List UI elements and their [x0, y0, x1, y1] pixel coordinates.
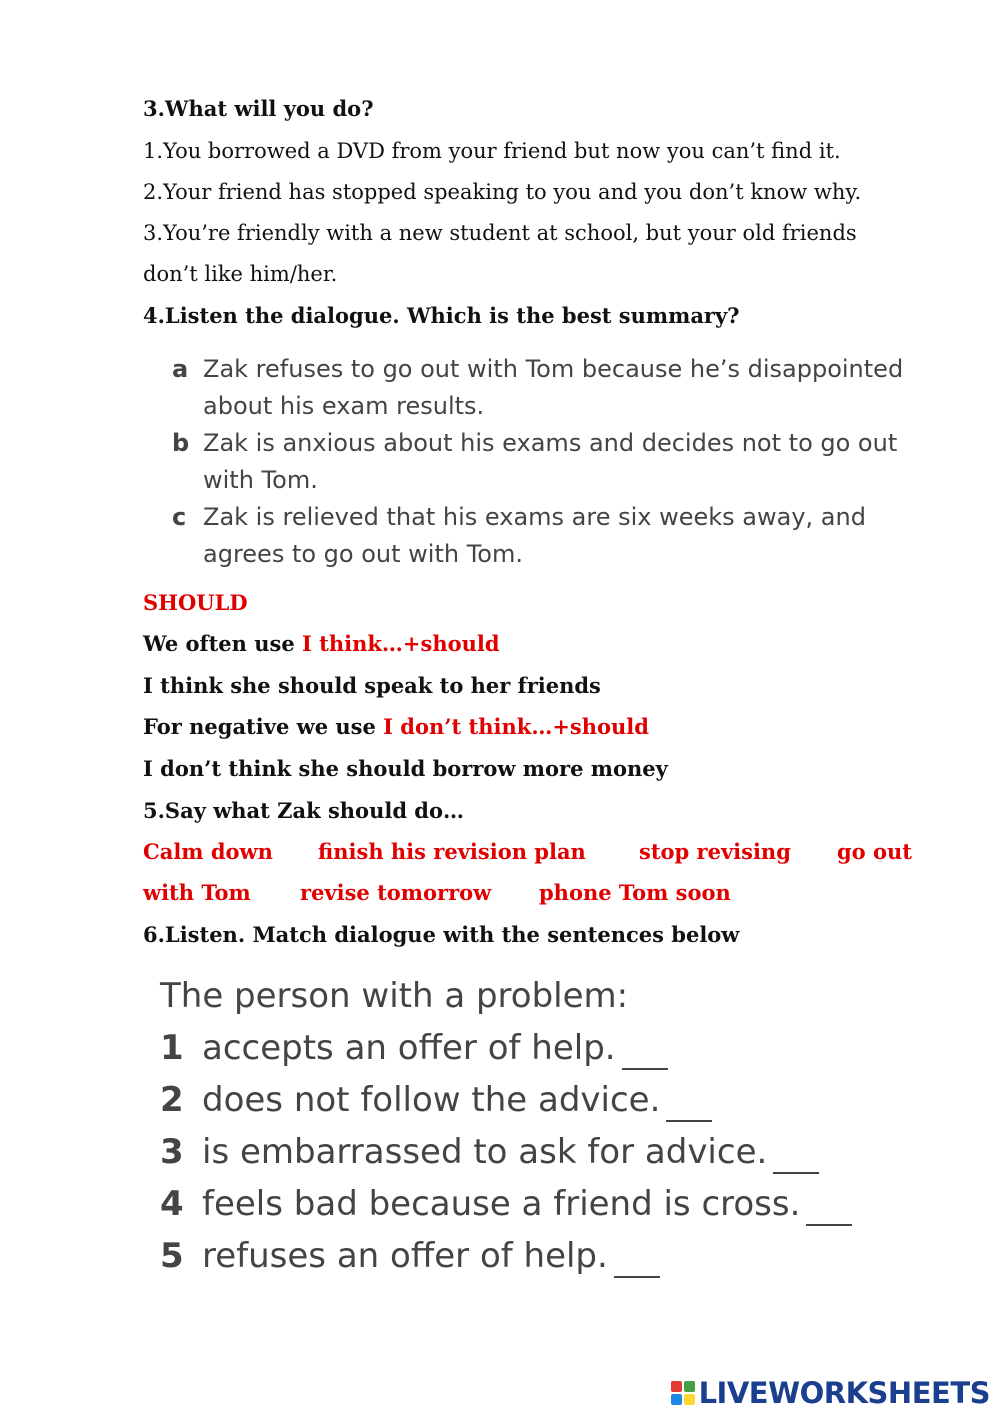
- grammar-heading: SHOULD: [143, 590, 248, 615]
- option-a-letter: a: [172, 355, 189, 383]
- grammar-rule-1: [143, 630, 500, 658]
- section-4-title: 4.Listen the dialogue. Which is the best summary?: [143, 303, 740, 328]
- section-5-title: 5.Say what Zak should do…: [143, 798, 464, 823]
- match-5-answer-blank[interactable]: [614, 1248, 660, 1278]
- match-1-text: accepts an offer of help.: [202, 1028, 616, 1068]
- logo-mark-icon: [671, 1381, 695, 1405]
- word-finish-revision-plan: finish his revision plan: [318, 839, 586, 864]
- section-6-title: 6.Listen. Match dialogue with the sentences below: [143, 922, 740, 947]
- match-4-row: [202, 1182, 852, 1226]
- match-5-row: [202, 1234, 660, 1278]
- match-3-answer-blank[interactable]: [773, 1144, 819, 1174]
- option-a-text: Zak refuses to go out with Tom because he’s disappointed: [203, 355, 904, 383]
- match-5-text: refuses an offer of help.: [202, 1236, 608, 1276]
- logo-square-blue: [671, 1394, 682, 1405]
- option-c-text: Zak is relieved that his exams are six weeks away, and: [203, 503, 866, 531]
- word-go-out: go out: [837, 839, 912, 864]
- logo-text: LIVEWORKSHEETS: [698, 1376, 990, 1410]
- grammar-rule-1-text: We often use: [143, 631, 302, 656]
- option-c-letter: c: [172, 503, 187, 531]
- word-phone-tom-soon: phone Tom soon: [539, 880, 731, 905]
- match-4-answer-blank[interactable]: [806, 1196, 852, 1226]
- word-revise-tomorrow: revise tomorrow: [300, 880, 492, 905]
- section-3-item-3-cont: don’t like him/her.: [143, 262, 338, 286]
- liveworksheets-logo[interactable]: [671, 1376, 990, 1410]
- match-2-text: does not follow the advice.: [202, 1080, 661, 1120]
- match-3-row: [202, 1130, 819, 1174]
- matching-intro: The person with a problem:: [160, 976, 629, 1016]
- match-3-number: 3: [160, 1132, 184, 1172]
- section-3-title: 3.What will you do?: [143, 96, 374, 121]
- section-3-item-2: 2.Your friend has stopped speaking to you and you don’t know why.: [143, 180, 862, 204]
- section-3-item-3: 3.You’re friendly with a new student at school, but your old friends: [143, 221, 857, 245]
- option-a-text-cont: about his exam results.: [203, 392, 485, 420]
- match-2-row: [202, 1078, 712, 1122]
- match-4-text: feels bad because a friend is cross.: [202, 1184, 801, 1224]
- grammar-example-1: I think she should speak to her friends: [143, 673, 601, 698]
- match-3-text: is embarrassed to ask for advice.: [202, 1132, 768, 1172]
- logo-square-green: [684, 1381, 695, 1392]
- match-1-row: [202, 1026, 668, 1070]
- word-with-tom: with Tom: [143, 880, 251, 905]
- logo-square-yellow: [684, 1394, 695, 1405]
- grammar-rule-2-highlight: I don’t think…+should: [383, 714, 649, 739]
- option-b-text-cont: with Tom.: [203, 466, 318, 494]
- logo-square-red: [671, 1381, 682, 1392]
- word-calm-down: Calm down: [143, 839, 273, 864]
- option-b-letter: b: [172, 429, 190, 457]
- match-2-answer-blank[interactable]: [666, 1092, 712, 1122]
- grammar-rule-1-highlight: I think…+should: [302, 631, 500, 656]
- match-1-answer-blank[interactable]: [622, 1040, 668, 1070]
- option-c-text-cont: agrees to go out with Tom.: [203, 540, 523, 568]
- match-5-number: 5: [160, 1236, 184, 1276]
- match-2-number: 2: [160, 1080, 184, 1120]
- match-1-number: 1: [160, 1028, 184, 1068]
- match-4-number: 4: [160, 1184, 184, 1224]
- grammar-rule-2-text: For negative we use: [143, 714, 384, 739]
- grammar-example-2: I don’t think she should borrow more money: [143, 756, 668, 781]
- option-b-text: Zak is anxious about his exams and decides not to go out: [203, 429, 898, 457]
- grammar-rule-2: [143, 713, 649, 741]
- word-stop-revising: stop revising: [639, 839, 791, 864]
- section-3-item-1: 1.You borrowed a DVD from your friend but now you can’t find it.: [143, 139, 841, 163]
